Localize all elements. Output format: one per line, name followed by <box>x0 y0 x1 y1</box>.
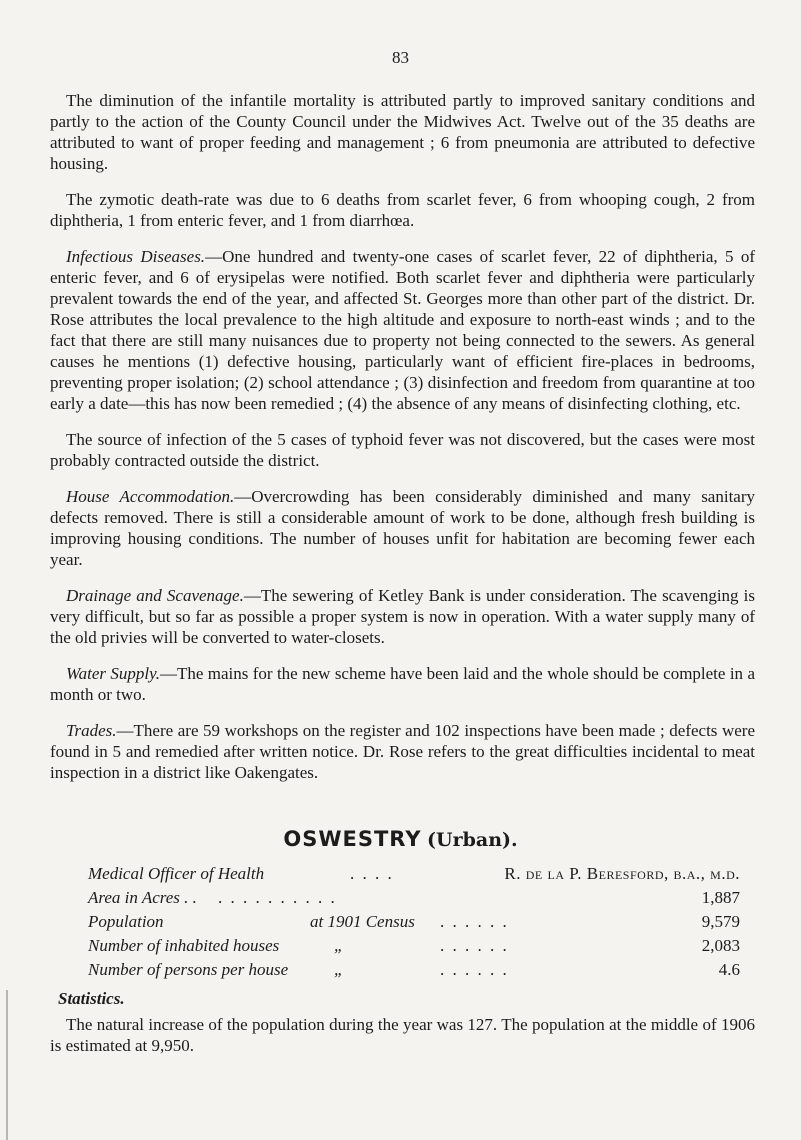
paragraph-drainage <box>50 585 755 648</box>
paragraph-heading: Drainage and Scavenage. <box>66 586 244 605</box>
stats-label: Population <box>88 912 164 931</box>
paragraph-text: The zymotic death-rate was due to 6 deaths from scarlet fever, 6 from whooping cough, 2 from diphtheria, 1 from enteric fever, and 1 from diarrhœa. <box>50 190 755 230</box>
paragraph-heading: Infectious Diseases. <box>66 247 206 266</box>
stats-row-area <box>88 886 740 910</box>
paragraph-text: —One hundred and twenty-one cases of scarlet fever, 22 of diphtheria, 5 of enteric fever, and 6 of erysipelas were notified. Both scarlet fever and diphtheria were particularly prevalent towards the end of the year, and affected St. Georges more than other part of the district. Dr. Rose attributes the local prevalence to the high altitude and exposure to north-east winds ; and to the fact that there are still many nuisances due to property not being connected to the sewers. As general causes he mentions (1) defective housing, particularly want of efficient fire-places in bedrooms, preventing proper isolation; (2) school attendance ; (3) disinfection and freedom from quarantine at too early a date—this has now been remedied ; (4) the absence of any means of disinfecting clothing, etc. <box>50 247 755 413</box>
page-number: 83 <box>392 48 409 67</box>
stats-dots: . . . . . . <box>440 960 509 979</box>
paragraph-water-supply <box>50 663 755 705</box>
paragraph-text: —The mains for the new scheme have been laid and the whole should be complete in a month or two. <box>50 664 755 704</box>
paragraph-text: The diminution of the infantile mortality is attributed partly to improved sanitary conditions and partly to the action of the County Council under the Midwives Act. Twelve out of the 35 deaths are attributed to want of proper feeding and management ; 6 from pneumonia are attributed to defective housing. <box>50 91 755 173</box>
paragraph-text: —Overcrowding has been considerably diminished and many sanitary defects removed. There is still a considerable amount of work to be done, although fresh building is improving housing conditions. The number of houses unfit for habitation are becoming fewer each year. <box>50 487 756 569</box>
stats-mid: at 1901 Census <box>310 912 415 931</box>
paragraph-heading: House Accommodation. <box>66 487 235 506</box>
stats-value: 1,887 <box>701 888 740 907</box>
paragraph-house-accommodation <box>50 486 755 570</box>
stats-label: Number of persons per house <box>88 960 289 979</box>
stats-row-inhabited-houses <box>88 934 740 958</box>
stats-row-persons-per-house <box>88 958 740 982</box>
stats-table <box>88 862 740 982</box>
section-town: OSWESTRY <box>283 827 422 851</box>
stats-row-moh <box>88 862 740 886</box>
paragraph-trades <box>50 720 755 783</box>
stats-dots: . . . . <box>350 864 394 883</box>
stats-label: Medical Officer of Health <box>88 864 265 883</box>
stats-label: Number of inhabited houses <box>88 936 280 955</box>
paragraph-text: The source of infection of the 5 cases of typhoid fever was not discovered, but the cases were most probably contracted outside the district. <box>50 430 755 470</box>
margin-line <box>6 990 8 1140</box>
section-heading <box>0 826 801 852</box>
stats-dots: . . . . . . . . . . <box>218 888 337 907</box>
stats-label: Area in Acres . . <box>88 888 197 907</box>
paragraph-infant-mortality <box>50 90 755 174</box>
medical-officer-name: R. de la P. Beresford, b.a., m.d. <box>504 864 740 883</box>
stats-mid: „ <box>334 936 344 955</box>
statistics-text <box>50 1014 755 1056</box>
stats-row-population <box>88 910 740 934</box>
paragraph-zymotic <box>50 189 755 231</box>
statistics-heading: Statistics. <box>58 989 125 1008</box>
stats-mid: „ <box>334 960 344 979</box>
stats-value: 4.6 <box>718 960 740 979</box>
stats-value: 2,083 <box>701 936 740 955</box>
stats-dots: . . . . . . <box>440 936 509 955</box>
statistics-paragraph: The natural increase of the population during the year was 127. The population at the middle of 1906 is estimated at 9,950. <box>50 1015 755 1055</box>
paragraph-heading: Water Supply. <box>66 664 160 683</box>
paragraph-text: —The sewering of Ketley Bank is under consideration. The scavenging is very difficult, but so far as possible a proper system is now in operation. With a water supply many of the old privies will be converted to water-closets. <box>50 586 755 647</box>
section-type: (Urban). <box>427 829 518 851</box>
paragraph-typhoid <box>50 429 755 471</box>
paragraph-text: —There are 59 workshops on the register and 102 inspections have been made ; defects were found in 5 and remedied after written notice. Dr. Rose refers to the great difficulties incidental to meat inspection in a district like Oakengates. <box>50 721 755 782</box>
paragraph-infectious-diseases <box>50 246 755 414</box>
stats-value: 9,579 <box>701 912 740 931</box>
paragraph-heading: Trades. <box>66 721 117 740</box>
stats-dots: . . . . . . <box>440 912 509 931</box>
body-text <box>50 90 755 798</box>
